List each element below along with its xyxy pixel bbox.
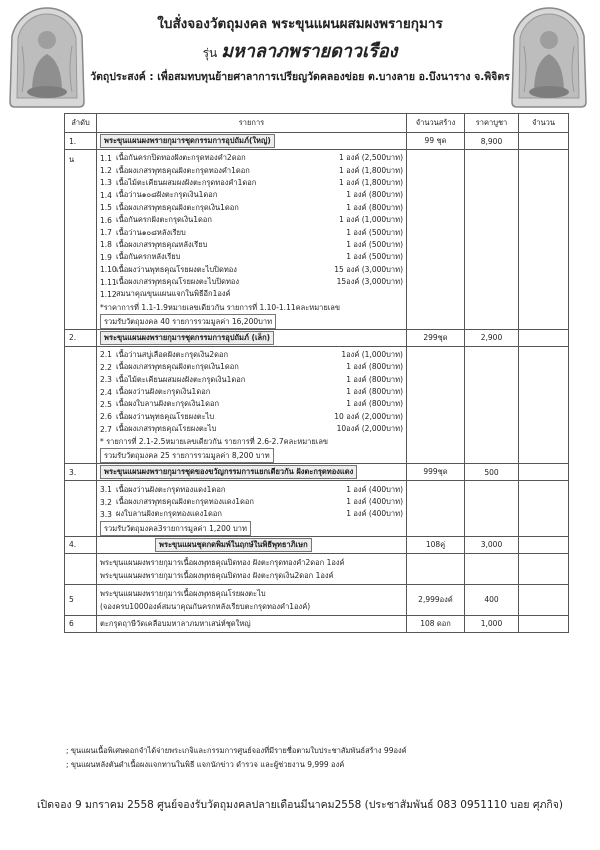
table-row — [65, 329, 569, 346]
item-line — [100, 508, 403, 520]
order-amount-cell[interactable] — [519, 481, 569, 536]
item-line — [100, 239, 403, 251]
quantity-cell — [407, 150, 465, 330]
detail-line: พระขุนแผนผงพรายกุมารเนื้อผงพุทธคุณโรยผงตะไบ — [100, 588, 266, 598]
section-note: * รายการที่ 2.1-2.5หมายเลขเดียวกัน รายการที่ 2.6-2.7คละหมายเลข — [100, 437, 329, 447]
item-description: เนื้อผงว่านพุทธคุณโรยผงตะไบ — [116, 411, 215, 421]
order-amount-cell[interactable] — [519, 464, 569, 481]
order-amount-cell[interactable] — [519, 329, 569, 346]
row-sub-index — [65, 481, 97, 536]
item-number: 1.11 — [100, 277, 117, 287]
section-title-cell — [97, 536, 407, 553]
item-count-value: 1 องค์ (500บาท) — [346, 227, 403, 237]
section-title: พระขุนแผนผงพรายกุมารชุดกรรมการอุปถัมภ์(ใหญ่) — [100, 134, 275, 148]
booking-open-line: เปิดจอง 9 มกราคม 2558 ศูนย์จองรับวัตถุมงคลปลายเดือนมีนาคม2558 (ประชาสัมพันธ์ 083 0951110 บอย ศุภกิจ) — [36, 799, 564, 811]
item-line — [100, 398, 403, 410]
item-line — [100, 423, 403, 435]
section-total-wrap — [100, 521, 403, 534]
item-line — [100, 189, 403, 201]
table-row — [65, 553, 569, 584]
item-count-value: 10องค์ (2,000บาท) — [336, 424, 403, 434]
section-title: พระขุนแผนผงพรายกุมารชุดของขวัญกรรมการแยกเดียวกัน ฝังตะกรุดทองแดง — [100, 465, 357, 479]
price-cell — [465, 481, 519, 536]
item-line — [100, 152, 403, 164]
section-title-cell — [97, 133, 407, 150]
item-description: เนื้อไม้ตะเคียนผสมผงฝังตะกรุดทองคำ1ดอก — [116, 177, 257, 187]
item-description: เนื้อผงเกสรพุทธคุณฝังตะกรุดเงิน1ดอก — [116, 202, 239, 212]
item-line — [100, 276, 403, 288]
item-count-value: 15 องค์ (3,000บาท) — [334, 264, 403, 274]
price-cell — [465, 553, 519, 584]
item-line — [100, 177, 403, 189]
item-line — [100, 164, 403, 176]
section-items — [97, 481, 407, 536]
row-index: 3. — [65, 464, 97, 481]
row5-details — [97, 584, 407, 615]
footer-notes — [66, 744, 407, 772]
item-number: 2.6 — [100, 412, 112, 422]
item-description: เนื้อกันครกหลังเรียบ — [116, 252, 181, 262]
section-total: รวมรับวัตถุมงคล3รายการมูลค่า 1,200 บาท — [100, 521, 251, 536]
section-title-cell — [97, 329, 407, 346]
item-count-value: 1 องค์ (2,500บาท) — [339, 153, 403, 163]
item-count-value: 1 องค์ (800บาท) — [346, 362, 403, 372]
item-line — [100, 226, 403, 238]
item-number: 1.8 — [100, 240, 112, 250]
quantity-cell: 108 ดอก — [407, 615, 465, 632]
item-description: สมนาคุณขุนแผนแจกในพิธีอีก1องค์ — [116, 289, 231, 299]
item-number: 1.3 — [100, 178, 112, 188]
item-count-value: 1 องค์ (800บาท) — [346, 190, 403, 200]
item-line — [100, 496, 403, 508]
order-amount-cell[interactable] — [519, 553, 569, 584]
order-amount-cell[interactable] — [519, 584, 569, 615]
price-cell: 3,000 — [465, 536, 519, 553]
item-number: 1.5 — [100, 203, 112, 213]
row-sub-index — [65, 346, 97, 464]
item-description: เนื้อไม้ตะเคียนผสมผงฝังตะกรุดเงิน1ดอก — [116, 374, 246, 384]
item-number: 1.1 — [100, 153, 112, 163]
item-description: ผงใบลานฝังตะกรุดทองแดง1ดอก — [116, 509, 222, 519]
column-header-quantity-made: จำนวนสร้าง — [407, 114, 465, 133]
price-cell: 1,000 — [465, 615, 519, 632]
item-number: 2.2 — [100, 362, 112, 372]
item-number: 1.6 — [100, 215, 112, 225]
quantity-cell — [407, 346, 465, 464]
detail-line: พระขุนแผนผงพรายกุมารเนื้อผงพุทธคุณปิดทอง ฝังตะกรุดเงิน2ดอก 1องค์ — [100, 570, 334, 580]
column-header-index: ลำดับ — [65, 114, 97, 133]
item-description: เนื้อกันครกปิดทองฝังตะกรุดทองคำ2ดอก — [116, 153, 246, 163]
price-cell: 8,900 — [465, 133, 519, 150]
item-description: เนื้อว่านสบู่เลือดฝังตะกรุดเงิน2ดอก — [116, 349, 229, 359]
section-total-wrap — [100, 448, 403, 461]
item-count-value: 1 องค์ (500บาท) — [346, 239, 403, 249]
row-index: 4. — [65, 536, 97, 553]
table-row — [65, 615, 569, 632]
purpose-line: วัตถุประสงค์ : เพื่อสมทบทุนย้ายศาลาการเปรียญวัดคลองข่อย ต.บางลาย อ.บึงนาราง จ.พิจิตร — [90, 71, 510, 83]
item-count-value: 10 องค์ (2,000บาท) — [334, 411, 403, 421]
item-number: 1.4 — [100, 190, 112, 200]
quantity-cell: 99 ชุด — [407, 133, 465, 150]
item-line — [100, 214, 403, 226]
item-number: 1.10 — [100, 265, 117, 275]
item-description: เนื้อผงเกสรพุทธคุณฝังตะกรุดเงิน1ดอก — [116, 362, 239, 372]
item-count-value: 1 องค์ (1,000บาท) — [339, 215, 403, 225]
quantity-cell: 108คู่ — [407, 536, 465, 553]
order-amount-cell[interactable] — [519, 615, 569, 632]
item-line — [100, 202, 403, 214]
price-cell: 500 — [465, 464, 519, 481]
item-number: 3.2 — [100, 497, 112, 507]
item-number: 1.12 — [100, 289, 117, 299]
item-line — [100, 349, 403, 361]
section-total-wrap — [100, 314, 403, 327]
row-index: 5 — [65, 584, 97, 615]
item-number: 2.5 — [100, 399, 112, 409]
section-title: พระขุนแผนผงพรายกุมารชุดกรรมการอุปถัมภ์ (เล็ก) — [100, 331, 274, 345]
model-name: มหาลาภพรายดาวเรือง — [221, 41, 398, 62]
item-count-value: 1 องค์ (500บาท) — [346, 252, 403, 262]
row-sub-index: น — [65, 150, 97, 330]
item-count-value: 1องค์ (1,000บาท) — [341, 349, 403, 359]
item-number: 2.3 — [100, 375, 112, 385]
item-line — [100, 483, 403, 495]
quantity-cell — [407, 553, 465, 584]
item-description: เนื้อผงเกสรพุทธคุณฝังตะกรุดทองคำ1ดอก — [116, 165, 250, 175]
section-title-cell — [97, 464, 407, 481]
quantity-cell: 299ชุด — [407, 329, 465, 346]
order-table — [64, 113, 569, 633]
item-count-value: 1 องค์ (400บาท) — [346, 484, 403, 494]
item-number: 2.4 — [100, 387, 112, 397]
item-line — [100, 361, 403, 373]
item-description: เนื้อผงเกสรพุทธคุณโรยผงตะไบปิดทอง — [116, 277, 240, 287]
item-number: 2.7 — [100, 424, 112, 434]
item-count-value: 1 องค์ (1,800บาท) — [339, 165, 403, 175]
section-items — [97, 150, 407, 330]
row-index: 6 — [65, 615, 97, 632]
table-row — [65, 346, 569, 464]
column-header-price: ราคาบูชา — [465, 114, 519, 133]
order-amount-cell[interactable] — [519, 536, 569, 553]
item-count-value: 1 องค์ (800บาท) — [346, 202, 403, 212]
item-number: 3.1 — [100, 485, 112, 495]
table-header-row — [65, 114, 569, 133]
item-number: 1.9 — [100, 252, 112, 262]
item-count-value: 1 องค์ (400บาท) — [346, 497, 403, 506]
price-cell: 400 — [465, 584, 519, 615]
row6-title: ตะกรุดฤาษีวัดเคลือบมหาลาภมหาเสน่ห์ชุดใหญ่ — [97, 615, 407, 632]
row-sub-index — [65, 553, 97, 584]
row-index: 1. — [65, 133, 97, 150]
item-description: เนื้อผงเกสรพุทธคุณโรยผงตะไบ — [116, 424, 217, 434]
column-header-order-amount: จำนวน — [519, 114, 569, 133]
table-row — [65, 150, 569, 330]
item-description: เนื้อว่าน๑๐๘ฝังตะกรุดเงิน1ดอก — [116, 190, 218, 200]
item-description: เนื้อผงใบลานฝังตะกรุดเงิน1ดอก — [116, 399, 220, 409]
item-count-value: 1 องค์ (800บาท) — [346, 399, 403, 409]
section-items — [97, 346, 407, 464]
item-description: เนื้อผงเกสรพุทธคุณหลังเรียบ — [116, 239, 208, 249]
item-line — [100, 288, 403, 300]
item-description: เนื้อว่าน๑๐๘หลังเรียบ — [116, 227, 186, 237]
footer-note: ; ขุนแผนหลังตันดำเนื้อผงแจกทานในพิธี แจกนักข่าว ดำรวจ และผู้ช่วยงาน 9,999 องค์ — [66, 760, 345, 769]
page-title: ใบสั่งจองวัตถุมงคล พระขุนแผนผสมผงพรายกุมาร — [157, 16, 443, 32]
item-line — [100, 264, 403, 276]
order-amount-cell[interactable] — [519, 346, 569, 464]
item-count-value: 1 องค์ (800บาท) — [346, 374, 403, 384]
quantity-cell: 999ชุด — [407, 464, 465, 481]
item-number: 2.1 — [100, 350, 112, 360]
order-amount-cell[interactable] — [519, 133, 569, 150]
item-line — [100, 386, 403, 398]
item-number: 1.2 — [100, 166, 112, 176]
section-note: *ราคาการที่ 1.1-1.9หมายเลขเดียวกัน รายการที่ 1.10-1.11คละหมายเลข — [100, 302, 341, 312]
item-description: เนื้อผงว่านฝังตะกรุดทองแดง1ดอก — [116, 484, 226, 494]
order-amount-cell[interactable] — [519, 150, 569, 330]
footer-note: ; ขุนแผนเนื้อพิเศษดอกจำได้จ่ายพระเกจิและกรรมการศูนย์จองที่มีรายชื่อตามใบประชาสัมพันธ์สร้าง 99องค์ — [66, 746, 407, 755]
item-number: 3.3 — [100, 509, 112, 519]
item-description: เนื้อผงว่านฝังตะกรุดเงิน1ดอก — [116, 387, 211, 397]
table-row — [65, 133, 569, 150]
row-index: 2. — [65, 329, 97, 346]
section-total: รวมรับวัตถุมงคล 40 รายการรวมมูลค่า 16,200บาท — [100, 314, 276, 329]
model-line — [0, 36, 600, 65]
table-row — [65, 536, 569, 553]
detail-line: พระขุนแผนผงพรายกุมารเนื้อผงพุทธคุณปิดทอง ฝังตะกรุดทองคำ2ดอก 1องค์ — [100, 557, 345, 567]
item-count-value: 15องค์ (3,000บาท) — [336, 277, 403, 287]
item-count-value: 1 องค์ (400บาท) — [346, 509, 403, 519]
model-prefix: รุ่น — [202, 46, 218, 60]
detail-line: (จองครบ1000องค์สมนาคุณกันครกหลังเรียบตะกรุดทองคำ1องค์) — [100, 601, 311, 611]
section-total: รวมรับวัตถุมงคล 25 รายการรวมมูลค่า 8,200 บาท — [100, 448, 274, 463]
quantity-cell — [407, 481, 465, 536]
price-cell — [465, 150, 519, 330]
item-line — [100, 373, 403, 385]
item-count-value: 1 องค์ (1,800บาท) — [339, 177, 403, 187]
table-row — [65, 584, 569, 615]
table-row — [65, 481, 569, 536]
item-count-value: 1 องค์ (800บาท) — [346, 387, 403, 397]
section-title: พระขุนแผนชุดกดพิมพ์ในฤกษ์ในพิธีพุทธาภิเษก — [155, 538, 312, 552]
item-description: เนื้อกันครกฝังตะกรุดเงิน1ดอก — [116, 215, 212, 225]
price-cell: 2,900 — [465, 329, 519, 346]
row4-details — [97, 553, 407, 584]
item-description: เนื้อผงว่านพุทธคุณโรยผงตะไบปิดทอง — [116, 264, 237, 274]
item-description: เนื้อผงเกสรพุทธคุณฝังตะกรุดทองแดง1ดอก — [116, 497, 254, 506]
price-cell — [465, 346, 519, 464]
item-number: 1.7 — [100, 228, 112, 238]
table-row — [65, 464, 569, 481]
column-header-items: รายการ — [97, 114, 407, 133]
item-line — [100, 411, 403, 423]
item-line — [100, 251, 403, 263]
quantity-cell: 2,999องค์ — [407, 584, 465, 615]
